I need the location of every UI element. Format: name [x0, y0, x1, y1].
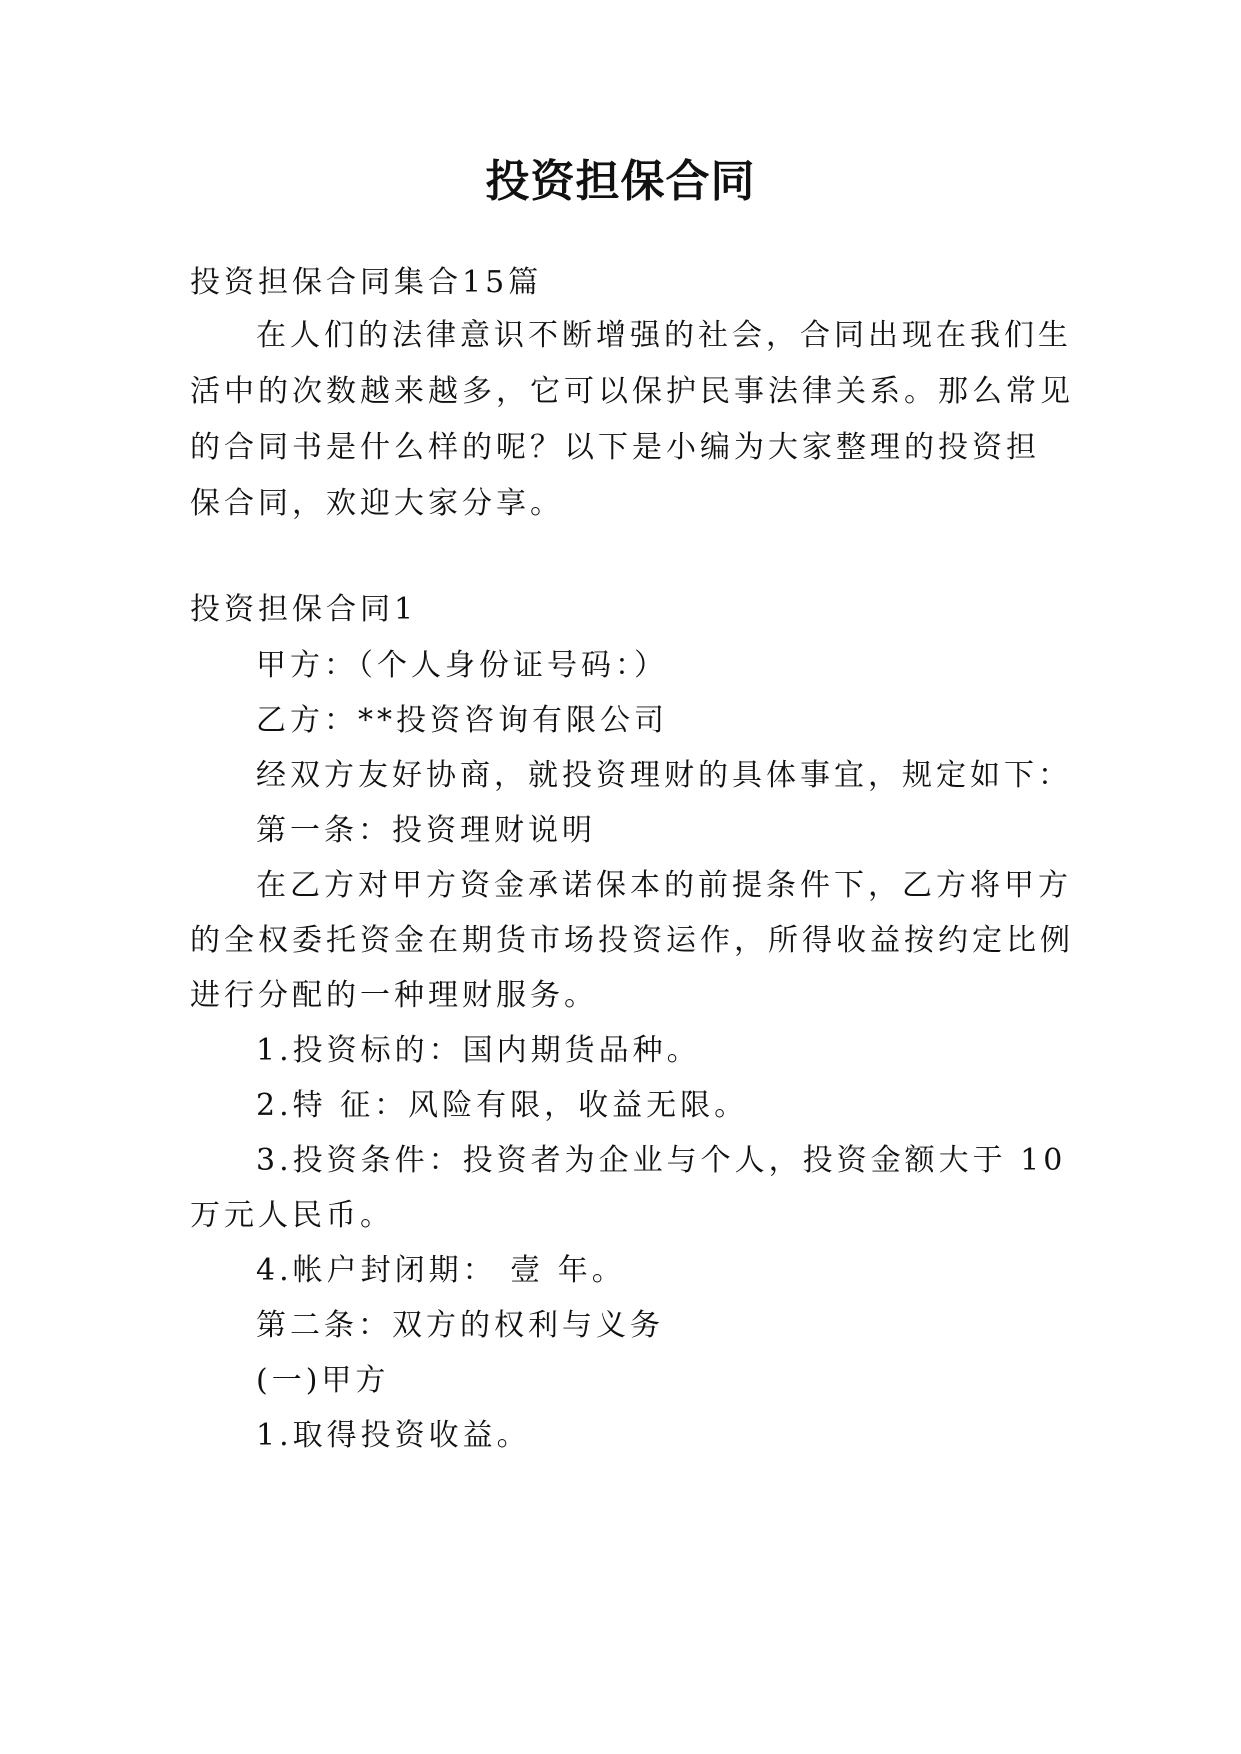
article-1-body-line-1: 在乙方对甲方资金承诺保本的前提条件下，乙方将甲方: [256, 868, 1072, 903]
collection-subtitle: 投资担保合同集合15篇: [190, 265, 543, 300]
document-title: 投资担保合同: [485, 156, 756, 207]
article-1-heading: 第一条：投资理财说明: [256, 813, 596, 848]
party-a: 甲方：（个人身份证号码：）: [256, 648, 668, 683]
party-b: 乙方：**投资咨询有限公司: [256, 703, 668, 738]
intro-line-4: 保合同，欢迎大家分享。: [190, 486, 564, 521]
preamble: 经双方友好协商，就投资理财的具体事宜，规定如下：: [256, 758, 1072, 793]
article-1-body-line-2: 的全权委托资金在期货市场投资运作，所得收益按约定比例: [190, 923, 1074, 958]
article-1-body-line-3: 进行分配的一种理财服务。: [190, 978, 598, 1013]
intro-line-1: 在人们的法律意识不断增强的社会，合同出现在我们生: [256, 318, 1072, 353]
section-heading: 投资担保合同1: [190, 592, 418, 627]
item-4: 4.帐户封闭期： 壹 年。: [256, 1253, 626, 1288]
item-3-line-2: 万元人民币。: [190, 1198, 394, 1233]
item-2: 2.特 征：风险有限，收益无限。: [256, 1088, 749, 1123]
intro-line-3: 的合同书是什么样的呢？以下是小编为大家整理的投资担: [190, 430, 1040, 465]
article-2-heading: 第二条：双方的权利与义务: [256, 1308, 664, 1343]
intro-line-2: 活中的次数越来越多，它可以保护民事法律关系。那么常见: [190, 374, 1074, 409]
item-3-line-1: 3.投资条件：投资者为企业与个人，投资金额大于 10: [256, 1143, 1067, 1178]
party-a-right-1: 1.取得投资收益。: [256, 1418, 531, 1453]
party-a-rights-heading: (一)甲方: [256, 1363, 390, 1398]
item-1: 1.投资标的：国内期货品种。: [256, 1033, 701, 1068]
